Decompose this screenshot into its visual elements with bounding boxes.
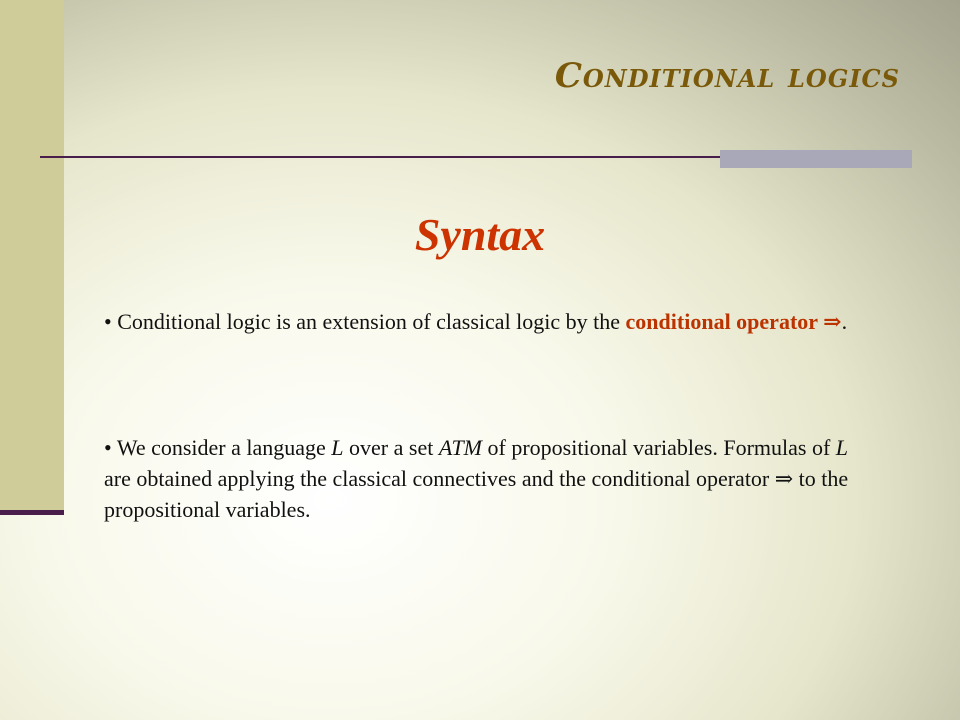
bullet-marker: • xyxy=(104,435,112,460)
bullet-text: over a set xyxy=(349,435,434,460)
bullet-text: Conditional logic is an extension of classical logic by the xyxy=(117,309,621,334)
atm-symbol: ATM xyxy=(438,435,483,460)
title-rule-accent xyxy=(720,150,912,168)
bullet-marker: • xyxy=(104,309,112,334)
bullet-text: We consider a language xyxy=(116,435,326,460)
header-title: Conditional logics xyxy=(554,56,900,96)
bullet-text: of propositional variables. Formulas of xyxy=(487,435,831,460)
slide-title: Syntax xyxy=(414,209,546,260)
bullet-item xyxy=(104,432,864,525)
bullet-text: are obtained applying the classical connectives and the conditional operator ⇒ to the propositional variables. xyxy=(104,466,849,522)
language-symbol: L xyxy=(835,435,849,460)
highlight-term: conditional operator ⇒ xyxy=(625,309,842,334)
language-symbol: L xyxy=(331,435,344,460)
side-accent-stub xyxy=(0,510,64,515)
bullet-text-end: . xyxy=(841,309,848,334)
bullet-item xyxy=(104,306,864,337)
